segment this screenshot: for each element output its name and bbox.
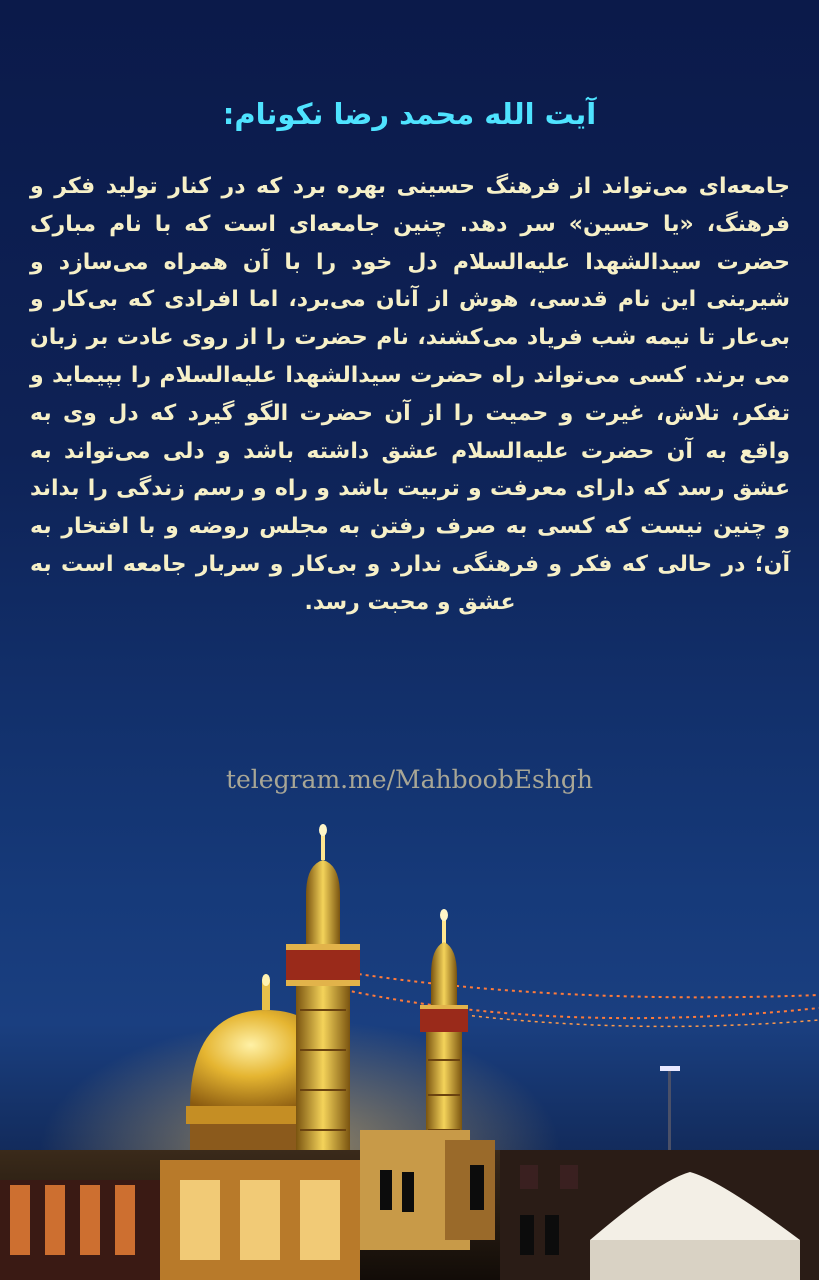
- shrine-night-illustration: [0, 820, 819, 1280]
- minaret-left: [286, 824, 360, 1156]
- telegram-channel-link[interactable]: telegram.me/MahboobEshgh: [225, 765, 594, 794]
- quote-paragraph: جامعه‌ای می‌تواند از فرهنگ حسینی بهره برد که در کنار تولید فکر و فرهنگ، «یا حسین» سر دهد. چنین جامعه‌ای است که با نام مبارک حضرت سیدالشهدا علیه‌السلام دل خود را با آن همراه می‌سازد و شیرینی این نام قدسی، هوش از آنان می‌برد، اما افرادی که بی‌کار و بی‌عار تا نیمه شب فریاد می‌کشند، نام حضرت را از روی عادت بر زبان می برند. کسی می‌تواند راه حضرت سیدالشهدا علیه‌السلام را بپیماید و تفکر، تلاش، غیرت و حمیت را از آن حضرت الگو گیرد که دل وی به واقع به آن حضرت علیه‌السلام عشق داشته باشد و دلی می‌تواند به عشق رسد که دارای معرفت و تربیت باشد و راه و رسم زندگی را بداند و چنین نیست که کسی به صرف رفتن به مجلس روضه و با افتخار به آن؛ در حالی که فکر و فرهنگی ندارد و بی‌کار و سربار جامعه است به عشق و محبت رسد.: [30, 174, 790, 615]
- light-strings: [345, 972, 819, 1026]
- page-title: آیت الله محمد رضا نکونام:: [222, 97, 597, 131]
- minaret-right: [420, 909, 468, 1162]
